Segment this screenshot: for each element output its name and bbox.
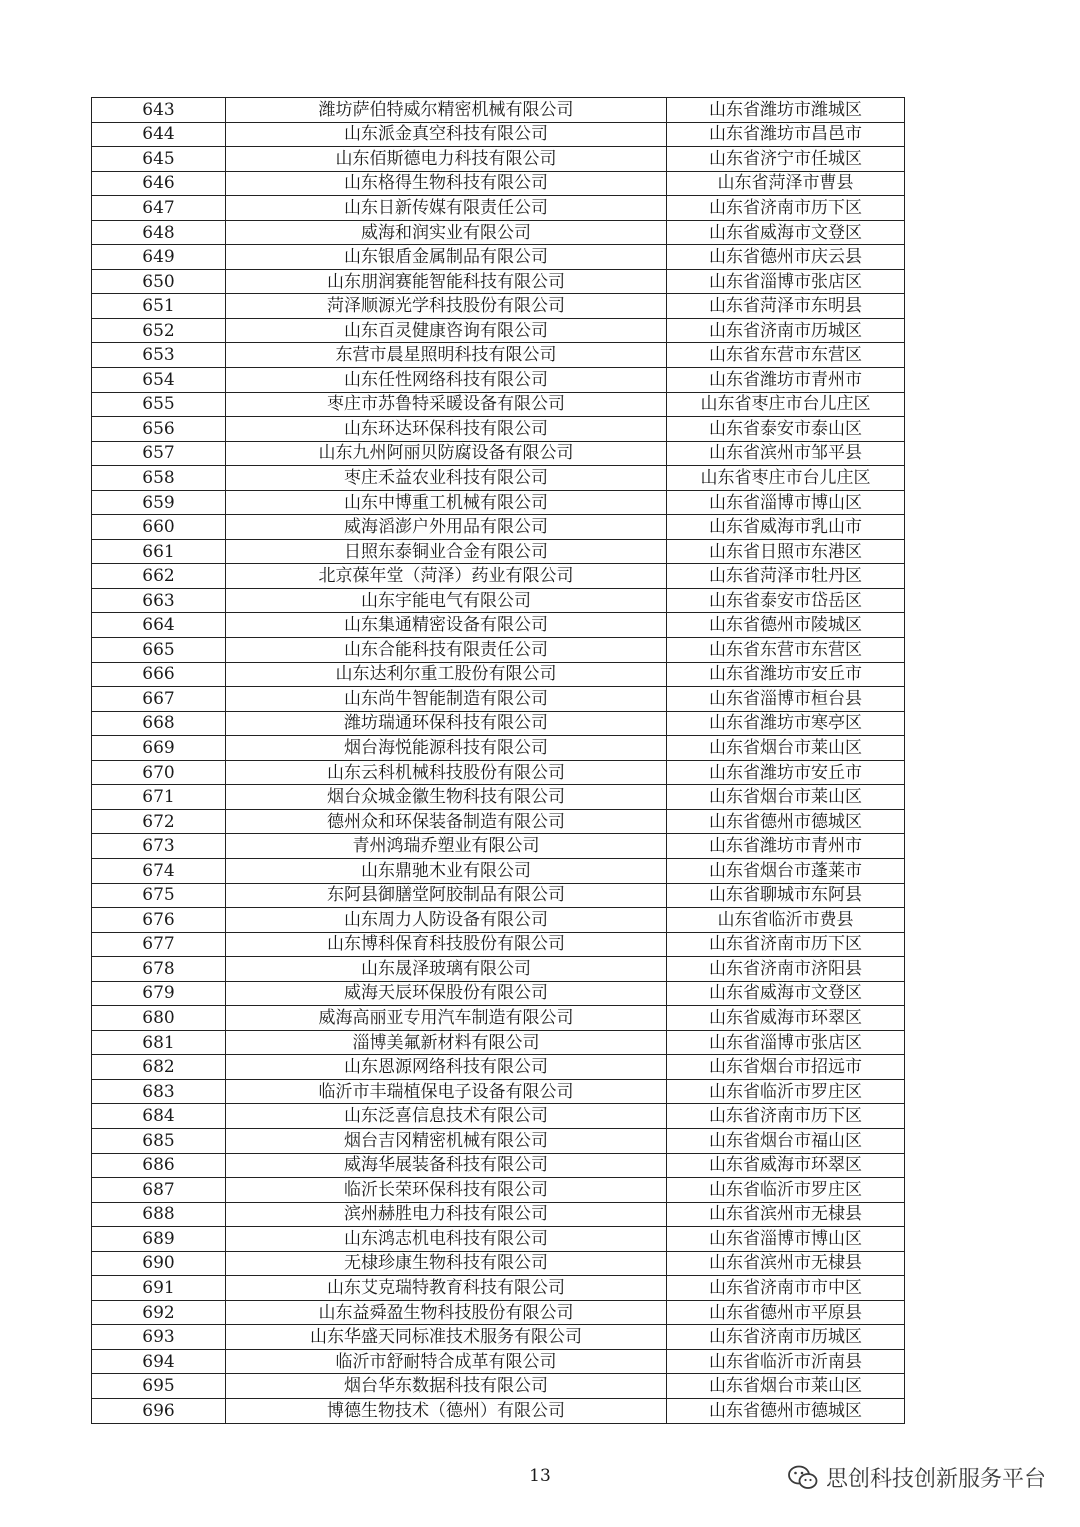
table-row — [92, 1251, 905, 1276]
company-name: 山东任性网络科技有限公司 — [226, 368, 667, 393]
row-number: 659 — [92, 490, 226, 515]
company-location: 山东省济南市历城区 — [667, 318, 905, 343]
company-name: 威海滔澎户外用品有限公司 — [226, 515, 667, 540]
row-number: 651 — [92, 294, 226, 319]
company-location: 山东省潍坊市寒亭区 — [667, 711, 905, 736]
company-name: 烟台吉冈精密机械有限公司 — [226, 1128, 667, 1153]
table-row — [92, 809, 905, 834]
table-row — [92, 245, 905, 270]
company-name: 山东佰斯德电力科技有限公司 — [226, 147, 667, 172]
company-name: 威海天辰环保股份有限公司 — [226, 981, 667, 1006]
company-location: 山东省滨州市无棣县 — [667, 1202, 905, 1227]
table-row — [92, 171, 905, 196]
company-location: 山东省德州市庆云县 — [667, 245, 905, 270]
company-location: 山东省威海市文登区 — [667, 981, 905, 1006]
company-name: 山东云科机械科技股份有限公司 — [226, 760, 667, 785]
company-location: 山东省济南市历下区 — [667, 196, 905, 221]
company-location: 山东省临沂市费县 — [667, 908, 905, 933]
table-row — [92, 957, 905, 982]
company-location: 山东省枣庄市台儿庄区 — [667, 392, 905, 417]
company-name: 东阿县御膳堂阿胶制品有限公司 — [226, 883, 667, 908]
table-row — [92, 736, 905, 761]
row-number: 687 — [92, 1178, 226, 1203]
row-number: 685 — [92, 1128, 226, 1153]
row-number: 679 — [92, 981, 226, 1006]
table-row — [92, 392, 905, 417]
company-name: 枣庄市苏鲁特采暖设备有限公司 — [226, 392, 667, 417]
company-location: 山东省临沂市罗庄区 — [667, 1178, 905, 1203]
table-row — [92, 1398, 905, 1423]
company-name: 山东格得生物科技有限公司 — [226, 171, 667, 196]
table-row — [92, 760, 905, 785]
table-row — [92, 490, 905, 515]
company-location: 山东省威海市环翠区 — [667, 1006, 905, 1031]
row-number: 684 — [92, 1104, 226, 1129]
row-number: 653 — [92, 343, 226, 368]
company-location: 山东省菏泽市东明县 — [667, 294, 905, 319]
page-number: 13 — [529, 1466, 551, 1486]
company-name: 威海和润实业有限公司 — [226, 220, 667, 245]
row-number: 648 — [92, 220, 226, 245]
row-number: 656 — [92, 417, 226, 442]
table-row — [92, 1006, 905, 1031]
company-location: 山东省滨州市邹平县 — [667, 441, 905, 466]
company-location: 山东省潍坊市青州市 — [667, 834, 905, 859]
company-name: 博德生物技术（德州）有限公司 — [226, 1398, 667, 1423]
row-number: 647 — [92, 196, 226, 221]
table-row — [92, 220, 905, 245]
company-name: 东营市晨星照明科技有限公司 — [226, 343, 667, 368]
company-name: 山东鼎驰木业有限公司 — [226, 858, 667, 883]
company-location: 山东省潍坊市昌邑市 — [667, 122, 905, 147]
company-location: 山东省烟台市莱山区 — [667, 785, 905, 810]
company-name: 山东周力人防设备有限公司 — [226, 908, 667, 933]
table-row — [92, 662, 905, 687]
company-location: 山东省菏泽市曹县 — [667, 171, 905, 196]
row-number: 657 — [92, 441, 226, 466]
table-row — [92, 539, 905, 564]
company-name: 枣庄禾益农业科技有限公司 — [226, 466, 667, 491]
row-number: 650 — [92, 269, 226, 294]
table-row — [92, 588, 905, 613]
table-row — [92, 932, 905, 957]
table-row — [92, 417, 905, 442]
table-row — [92, 908, 905, 933]
table-row — [92, 785, 905, 810]
table-row — [92, 883, 905, 908]
company-name: 山东日新传媒有限责任公司 — [226, 196, 667, 221]
row-number: 669 — [92, 736, 226, 761]
table-row — [92, 98, 905, 123]
table-row — [92, 638, 905, 663]
company-name: 滨州赫胜电力科技有限公司 — [226, 1202, 667, 1227]
row-number: 664 — [92, 613, 226, 638]
company-name: 山东合能科技有限责任公司 — [226, 638, 667, 663]
row-number: 667 — [92, 687, 226, 712]
company-location: 山东省济南市济阳县 — [667, 957, 905, 982]
company-name: 烟台海悦能源科技有限公司 — [226, 736, 667, 761]
company-location: 山东省淄博市博山区 — [667, 1227, 905, 1252]
company-location: 山东省枣庄市台儿庄区 — [667, 466, 905, 491]
wechat-icon — [788, 1465, 818, 1491]
company-location: 山东省菏泽市牡丹区 — [667, 564, 905, 589]
row-number: 649 — [92, 245, 226, 270]
row-number: 695 — [92, 1374, 226, 1399]
table-row — [92, 1276, 905, 1301]
row-number: 671 — [92, 785, 226, 810]
row-number: 652 — [92, 318, 226, 343]
row-number: 662 — [92, 564, 226, 589]
row-number: 660 — [92, 515, 226, 540]
company-location: 山东省日照市东港区 — [667, 539, 905, 564]
company-location: 山东省德州市平原县 — [667, 1300, 905, 1325]
table-row — [92, 1079, 905, 1104]
table-row — [92, 1153, 905, 1178]
company-location: 山东省东营市东营区 — [667, 638, 905, 663]
company-location: 山东省威海市乳山市 — [667, 515, 905, 540]
company-location: 山东省威海市文登区 — [667, 220, 905, 245]
table-row — [92, 1030, 905, 1055]
company-name: 山东朋润赛能智能科技有限公司 — [226, 269, 667, 294]
row-number: 655 — [92, 392, 226, 417]
table-row — [92, 711, 905, 736]
company-location: 山东省济南市历下区 — [667, 932, 905, 957]
company-location: 山东省烟台市招远市 — [667, 1055, 905, 1080]
table-row — [92, 196, 905, 221]
table-row — [92, 269, 905, 294]
row-number: 683 — [92, 1079, 226, 1104]
company-location: 山东省烟台市蓬莱市 — [667, 858, 905, 883]
company-location: 山东省潍坊市青州市 — [667, 368, 905, 393]
company-location: 山东省淄博市桓台县 — [667, 687, 905, 712]
company-name: 威海华展装备科技有限公司 — [226, 1153, 667, 1178]
row-number: 670 — [92, 760, 226, 785]
row-number: 668 — [92, 711, 226, 736]
row-number: 686 — [92, 1153, 226, 1178]
company-name: 淄博美氟新材料有限公司 — [226, 1030, 667, 1055]
row-number: 646 — [92, 171, 226, 196]
table-row — [92, 318, 905, 343]
row-number: 688 — [92, 1202, 226, 1227]
company-location: 山东省德州市德城区 — [667, 1398, 905, 1423]
company-name: 临沂市丰瑞植保电子设备有限公司 — [226, 1079, 667, 1104]
company-location: 山东省东营市东营区 — [667, 343, 905, 368]
company-name: 山东九州阿丽贝防腐设备有限公司 — [226, 441, 667, 466]
company-location: 山东省济南市市中区 — [667, 1276, 905, 1301]
company-name: 山东华盛天同标准技术服务有限公司 — [226, 1325, 667, 1350]
table-row — [92, 1202, 905, 1227]
company-name: 山东百灵健康咨询有限公司 — [226, 318, 667, 343]
company-name: 山东银盾金属制品有限公司 — [226, 245, 667, 270]
row-number: 665 — [92, 638, 226, 663]
table-row — [92, 613, 905, 638]
company-name: 山东中博重工机械有限公司 — [226, 490, 667, 515]
table-row — [92, 515, 905, 540]
row-number: 691 — [92, 1276, 226, 1301]
company-name: 威海高丽亚专用汽车制造有限公司 — [226, 1006, 667, 1031]
company-location: 山东省滨州市无棣县 — [667, 1251, 905, 1276]
row-number: 658 — [92, 466, 226, 491]
table-row — [92, 147, 905, 172]
watermark-text: 思创科技创新服务平台 — [825, 1467, 1046, 1492]
company-name: 日照东泰铜业合金有限公司 — [226, 539, 667, 564]
row-number: 663 — [92, 588, 226, 613]
row-number: 644 — [92, 122, 226, 147]
company-name: 山东派金真空科技有限公司 — [226, 122, 667, 147]
company-name: 山东鸿志机电科技有限公司 — [226, 1227, 667, 1252]
company-name: 潍坊瑞通环保科技有限公司 — [226, 711, 667, 736]
company-name: 山东尚牛智能制造有限公司 — [226, 687, 667, 712]
table-row — [92, 1374, 905, 1399]
row-number: 674 — [92, 858, 226, 883]
company-location: 山东省潍坊市安丘市 — [667, 662, 905, 687]
table-row — [92, 466, 905, 491]
row-number: 690 — [92, 1251, 226, 1276]
company-location: 山东省烟台市福山区 — [667, 1128, 905, 1153]
company-name: 山东集通精密设备有限公司 — [226, 613, 667, 638]
company-location: 山东省泰安市泰山区 — [667, 417, 905, 442]
row-number: 677 — [92, 932, 226, 957]
row-number: 654 — [92, 368, 226, 393]
company-name: 山东益舜盈生物科技股份有限公司 — [226, 1300, 667, 1325]
company-name: 山东环达环保科技有限公司 — [226, 417, 667, 442]
company-name: 山东博科保育科技股份有限公司 — [226, 932, 667, 957]
table-row — [92, 1325, 905, 1350]
company-name: 无棣珍康生物科技有限公司 — [226, 1251, 667, 1276]
table-row — [92, 1104, 905, 1129]
company-location: 山东省威海市环翠区 — [667, 1153, 905, 1178]
company-location: 山东省德州市陵城区 — [667, 613, 905, 638]
row-number: 680 — [92, 1006, 226, 1031]
table-row — [92, 1227, 905, 1252]
row-number: 672 — [92, 809, 226, 834]
company-name: 临沂长荣环保科技有限公司 — [226, 1178, 667, 1203]
table-row — [92, 343, 905, 368]
company-name: 山东宇能电气有限公司 — [226, 588, 667, 613]
company-location: 山东省泰安市岱岳区 — [667, 588, 905, 613]
row-number: 645 — [92, 147, 226, 172]
company-location: 山东省淄博市张店区 — [667, 1030, 905, 1055]
company-name: 山东恩源网络科技有限公司 — [226, 1055, 667, 1080]
company-location: 山东省潍坊市安丘市 — [667, 760, 905, 785]
company-name: 德州众和环保装备制造有限公司 — [226, 809, 667, 834]
row-number: 693 — [92, 1325, 226, 1350]
table-row — [92, 1349, 905, 1374]
company-name: 山东达利尔重工股份有限公司 — [226, 662, 667, 687]
company-table-body — [92, 98, 905, 1424]
row-number: 696 — [92, 1398, 226, 1423]
company-location: 山东省烟台市莱山区 — [667, 736, 905, 761]
table-row — [92, 858, 905, 883]
company-location: 山东省济南市历城区 — [667, 1325, 905, 1350]
company-location: 山东省潍坊市潍城区 — [667, 98, 905, 123]
row-number: 643 — [92, 98, 226, 123]
company-name: 山东泛喜信息技术有限公司 — [226, 1104, 667, 1129]
table-row — [92, 981, 905, 1006]
row-number: 681 — [92, 1030, 226, 1055]
company-name: 菏泽顺源光学科技股份有限公司 — [226, 294, 667, 319]
company-name: 青州鸿瑞乔塑业有限公司 — [226, 834, 667, 859]
company-location: 山东省临沂市沂南县 — [667, 1349, 905, 1374]
row-number: 694 — [92, 1349, 226, 1374]
watermark — [788, 1462, 1046, 1493]
company-name: 临沂市舒耐特合成革有限公司 — [226, 1349, 667, 1374]
table-row — [92, 834, 905, 859]
company-location: 山东省济宁市任城区 — [667, 147, 905, 172]
table-row — [92, 294, 905, 319]
table-row — [92, 1178, 905, 1203]
company-location: 山东省淄博市张店区 — [667, 269, 905, 294]
row-number: 682 — [92, 1055, 226, 1080]
company-location: 山东省淄博市博山区 — [667, 490, 905, 515]
company-name: 烟台华东数据科技有限公司 — [226, 1374, 667, 1399]
company-location: 山东省聊城市东阿县 — [667, 883, 905, 908]
company-location: 山东省德州市德城区 — [667, 809, 905, 834]
row-number: 673 — [92, 834, 226, 859]
table-row — [92, 122, 905, 147]
table-row — [92, 1055, 905, 1080]
table-row — [92, 1128, 905, 1153]
table-row — [92, 564, 905, 589]
row-number: 676 — [92, 908, 226, 933]
row-number: 678 — [92, 957, 226, 982]
company-name: 北京葆年堂（菏泽）药业有限公司 — [226, 564, 667, 589]
row-number: 661 — [92, 539, 226, 564]
table-row — [92, 368, 905, 393]
row-number: 689 — [92, 1227, 226, 1252]
table-row — [92, 441, 905, 466]
company-location: 山东省临沂市罗庄区 — [667, 1079, 905, 1104]
row-number: 666 — [92, 662, 226, 687]
company-name: 烟台众城金徽生物科技有限公司 — [226, 785, 667, 810]
row-number: 692 — [92, 1300, 226, 1325]
company-location: 山东省烟台市莱山区 — [667, 1374, 905, 1399]
company-name: 潍坊萨伯特威尔精密机械有限公司 — [226, 98, 667, 123]
company-name: 山东艾克瑞特教育科技有限公司 — [226, 1276, 667, 1301]
company-name: 山东晟泽玻璃有限公司 — [226, 957, 667, 982]
company-table — [91, 97, 905, 1424]
row-number: 675 — [92, 883, 226, 908]
table-row — [92, 687, 905, 712]
company-location: 山东省济南市历下区 — [667, 1104, 905, 1129]
table-row — [92, 1300, 905, 1325]
